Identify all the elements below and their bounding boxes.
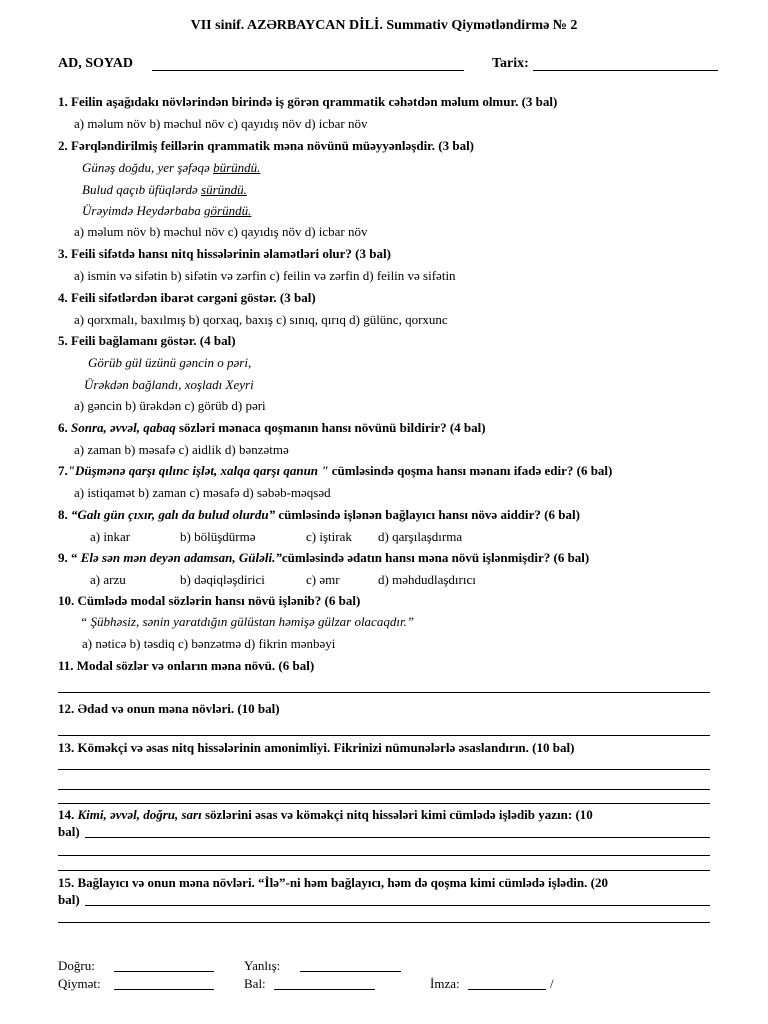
score-label: Bal:: [244, 976, 266, 991]
wrong-label: Yanlış:: [244, 958, 281, 973]
answer-line-14c[interactable]: [58, 870, 710, 871]
question-13: 13. Köməkçi və əsas nitq hissələrinin amonimliyi. Fikrinizi nümunələrlə əsaslandırın. (10 bal): [58, 740, 575, 755]
question-10-quote: “ Şübhəsiz, sənin yaratdığın gülüstan həmişə gülzar olacaqdır.”: [80, 614, 415, 629]
answer-line-15b[interactable]: [58, 922, 710, 923]
question-15-cont: bal): [58, 892, 80, 907]
question-2: 2. Fərqləndirilmiş feillərin qrammatik məna növünü müəyyənləşdir. (3 bal): [58, 138, 475, 153]
answer-line-13a[interactable]: [58, 769, 710, 770]
question-4: 4. Feili sifətlərdən ibarət cərgəni göstər. (3 bal): [58, 290, 316, 305]
question-1: 1. Feilin aşağıdakı növlərindən birində iş görən qrammatik cəhətdən məlum olmur. (3 bal): [58, 94, 558, 109]
q14-lead: 14.: [58, 807, 78, 822]
date-field[interactable]: [533, 70, 718, 71]
question-6: [58, 420, 486, 436]
q9-option-a: a) arzu: [90, 572, 126, 587]
correct-field[interactable]: [114, 971, 214, 972]
q8-option-b: b) bölüşdürmə: [180, 529, 256, 544]
question-5-line-1: Görüb gül üzünü gəncin o pəri,: [88, 355, 252, 370]
answer-line-13b[interactable]: [58, 789, 710, 790]
q8-option-a: a) inkar: [90, 529, 131, 544]
date-label: Tarix:: [492, 56, 529, 71]
q9-rest: cümləsində ədatın hansı məna növü işlənmişdir? (6 bal): [281, 550, 590, 565]
answer-line-13c[interactable]: [58, 803, 710, 804]
q9-option-b: b) dəqiqləşdirici: [180, 572, 265, 587]
question-2-line-2: [82, 182, 247, 198]
title-number: № 2: [552, 18, 578, 33]
q7-lead: 7.: [58, 463, 68, 478]
q9-lead: 9. “: [58, 550, 81, 565]
q14-rest: sözlərini əsas və köməkçi nitq hissələri kimi cümlədə işlədib yazın: (10: [201, 807, 593, 822]
q8-option-d: d) qarşılaşdırma: [378, 529, 463, 544]
question-3-options: a) ismin və sifətin b) sifətin və zərfin c) feilin və zərfin d) feilin və sifətin: [74, 268, 456, 283]
line-2-text: Bulud qaçıb üfüqlərdə: [82, 182, 202, 197]
question-10: 10. Cümlədə modal sözlərin hansı növü işlənib? (6 bal): [58, 593, 361, 608]
question-7-options: a) istiqamət b) zaman c) məsafə d) səbəb-məqsəd: [74, 485, 331, 500]
question-2-options: a) məlum növ b) məchul növ c) qayıdış növ d) icbar növ: [74, 224, 368, 239]
score-field[interactable]: [274, 989, 375, 990]
question-14-cont: bal): [58, 824, 80, 839]
question-5-options: a) gəncin b) ürəkdən c) görüb d) pəri: [74, 398, 266, 413]
worksheet-title: [0, 18, 768, 34]
question-14: [58, 807, 593, 823]
question-5: 5. Feili bağlamanı göstər. (4 bal): [58, 333, 236, 348]
signature-field[interactable]: [468, 989, 546, 990]
q9-italic: Elə sən mən deyən adamsan, Güləli.”: [80, 550, 282, 565]
question-5-line-2: Ürəkdən bağlandı, xoşladı Xeyri: [84, 377, 254, 392]
q6-italic: Sonra, əvvəl, qabaq: [71, 420, 176, 435]
question-12: 12. Ədad və onun məna növləri. (10 bal): [58, 701, 280, 716]
question-2-line-3: [82, 203, 251, 219]
signature-label: İmza:: [430, 976, 460, 991]
question-2-line-1: [82, 160, 260, 176]
q8-italic: “Galı gün çıxır, galı da bulud olurdu”: [71, 507, 276, 522]
q6-rest: sözləri mənaca qoşmanın hansı növünü bildirir? (4 bal): [175, 420, 486, 435]
answer-line-12[interactable]: [58, 735, 710, 736]
question-9: [58, 550, 589, 566]
answer-line-14a[interactable]: [85, 837, 710, 838]
q8-lead: 8.: [58, 507, 71, 522]
q6-lead: 6.: [58, 420, 71, 435]
name-label: AD, SOYAD: [58, 56, 133, 71]
question-3: 3. Feili sifətdə hansı nitq hissələrinin əlamətləri olur? (3 bal): [58, 246, 391, 261]
q8-option-c: c) iştirak: [306, 529, 352, 544]
wrong-field[interactable]: [300, 971, 401, 972]
name-field[interactable]: [152, 70, 464, 71]
grade-label: Qiymət:: [58, 976, 101, 991]
grade-field[interactable]: [114, 989, 214, 990]
answer-line-11[interactable]: [58, 692, 710, 693]
line-2-highlight: süründü.: [201, 182, 247, 197]
question-1-options: a) məlum növ b) məchul növ c) qayıdış növ d) icbar növ: [74, 116, 368, 131]
question-10-options: a) nəticə b) təsdiq c) bənzətmə d) fikrin mənbəyi: [82, 636, 336, 651]
question-8: [58, 507, 580, 523]
q7-rest: cümləsində qoşma hansı mənanı ifadə edir? (6 bal): [328, 463, 613, 478]
question-15: 15. Bağlayıcı və onun məna növləri. “İlə”-ni həm bağlayıcı, həm də qoşma kimi cümlədə işlədin. (20: [58, 875, 608, 890]
answer-line-15a[interactable]: [85, 905, 710, 906]
line-3-text: Ürəyimdə Heydərbaba: [82, 203, 205, 218]
q9-option-d: d) məhdudlaşdırıcı: [378, 572, 476, 587]
q14-italic: Kimi, əvvəl, doğru, sarı: [77, 807, 202, 822]
question-4-options: a) qorxmalı, baxılmış b) qorxaq, baxış c) sınıq, qırıq d) gülünc, qorxunc: [74, 312, 448, 327]
q7-italic: "Düşmənə qarşı qılınc işlət, xalqa qarşı qanun ": [67, 463, 329, 478]
line-1-highlight: büründü.: [213, 160, 261, 175]
line-3-highlight: göründü.: [204, 203, 252, 218]
q9-option-c: c) əmr: [306, 572, 340, 587]
question-11: 11. Modal sözlər və onların məna növü. (6 bal): [58, 658, 315, 673]
title-text: VII sinif. AZƏRBAYCAN DİLİ. Summativ Qiymətləndirmə: [190, 18, 550, 33]
signature-slash: /: [550, 976, 554, 991]
q8-rest: cümləsində işlənən bağlayıcı hansı növə aiddir? (6 bal): [275, 507, 580, 522]
question-7: [58, 463, 612, 479]
question-6-options: a) zaman b) məsafə c) aidlik d) bənzətmə: [74, 442, 289, 457]
line-1-text: Günəş doğdu, yer şəfəqə: [82, 160, 214, 175]
correct-label: Doğru:: [58, 958, 95, 973]
answer-line-14b[interactable]: [58, 855, 710, 856]
